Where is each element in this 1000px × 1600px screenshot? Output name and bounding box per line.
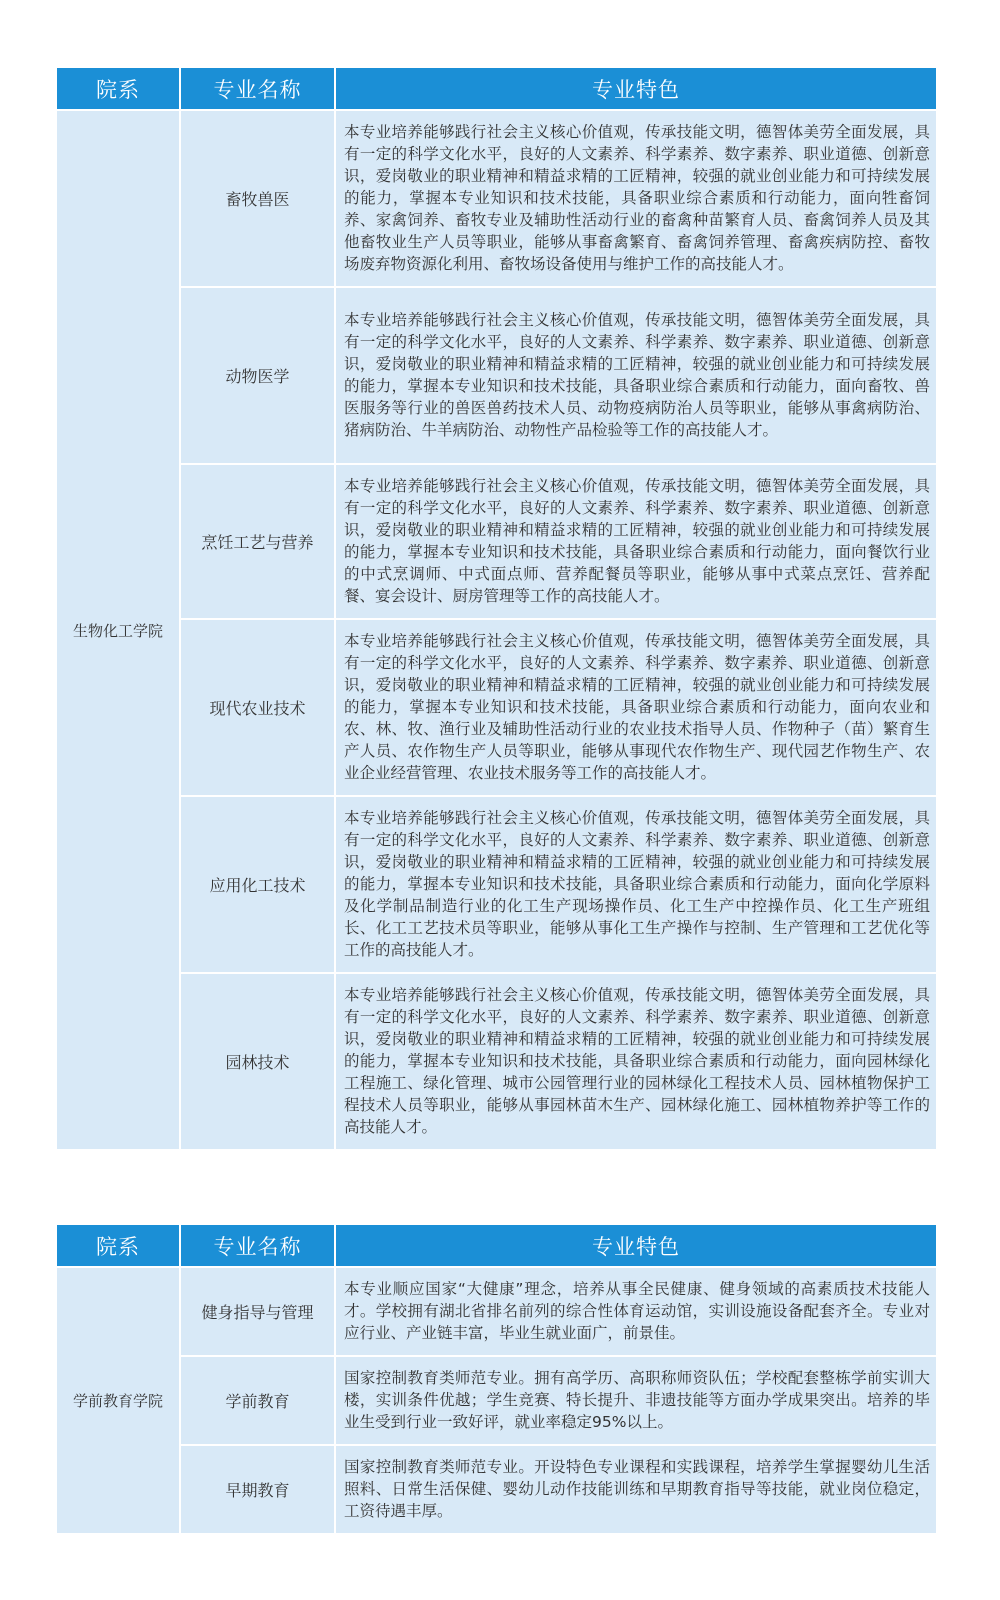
major-name-cell: 畜牧兽医 <box>181 109 336 286</box>
majors-table-biochem <box>57 68 936 1149</box>
major-name-cell: 应用化工技术 <box>181 795 336 972</box>
major-feature-cell: 本专业培养能够践行社会主义核心价值观，传承技能文明，德智体美劳全面发展，具有一定的科学文化水平，良好的人文素养、科学素养、数字素养、职业道德、创新意识，爱岗敬业的职业精神和精益求精的工匠精神，较强的就业创业能力和可持续发展的能力，掌握本专业知识和技术技能，具备职业综合素质和行动能力，面向园林绿化工程施工、绿化管理、城市公园管理行业的园林绿化工程技术人员、园林植物保护工程技术人员等职业，能够从事园林苗木生产、园林绿化施工、园林植物养护等工作的高技能人才。 <box>336 972 936 1149</box>
table-header-row <box>57 68 936 109</box>
major-feature-cell: 本专业培养能够践行社会主义核心价值观，传承技能文明，德智体美劳全面发展，具有一定的科学文化水平，良好的人文素养、科学素养、数字素养、职业道德、创新意识，爱岗敬业的职业精神和精益求精的工匠精神，较强的就业创业能力和可持续发展的能力，掌握本专业知识和技术技能，具备职业综合素质和行动能力，面向餐饮行业的中式烹调师、中式面点师、营养配餐员等职业，能够从事中式菜点烹饪、营养配餐、宴会设计、厨房管理等工作的高技能人才。 <box>336 463 936 618</box>
major-name-cell: 烹饪工艺与营养 <box>181 463 336 618</box>
major-name-cell: 现代农业技术 <box>181 618 336 795</box>
table-row <box>57 109 936 286</box>
major-feature-cell: 本专业培养能够践行社会主义核心价值观，传承技能文明，德智体美劳全面发展，具有一定的科学文化水平，良好的人文素养、科学素养、数字素养、职业道德、创新意识，爱岗敬业的职业精神和精益求精的工匠精神，较强的就业创业能力和可持续发展的能力，掌握本专业知识和技术技能，具备职业综合素质和行动能力，面向农业和农、林、牧、渔行业及辅助性活动行业的农业技术指导人员、作物种子（苗）繁育生产人员、农作物生产人员等职业，能够从事现代农作物生产、现代园艺作物生产、农业企业经营管理、农业技术服务等工作的高技能人才。 <box>336 618 936 795</box>
major-name-cell: 学前教育 <box>181 1355 336 1444</box>
majors-table-preschool <box>57 1225 936 1533</box>
major-feature-cell: 本专业顺应国家“大健康”理念，培养从事全民健康、健身领域的高素质技术技能人才。学校拥有湖北省排名前列的综合性体育运动馆，实训设施设备配套齐全。专业对应行业、产业链丰富，毕业生就业面广，前景佳。 <box>336 1266 936 1355</box>
header-major-name: 专业名称 <box>181 68 336 109</box>
major-feature-cell: 国家控制教育类师范专业。拥有高学历、高职称师资队伍；学校配套整栋学前实训大楼，实训条件优越；学生竞赛、特长提升、非遗技能等方面办学成果突出。培养的毕业生受到行业一致好评，就业率稳定95%以上。 <box>336 1355 936 1444</box>
major-feature-cell: 本专业培养能够践行社会主义核心价值观，传承技能文明，德智体美劳全面发展，具有一定的科学文化水平，良好的人文素养、科学素养、数字素养、职业道德、创新意识，爱岗敬业的职业精神和精益求精的工匠精神，较强的就业创业能力和可持续发展的能力，掌握本专业知识和技术技能，具备职业综合素质和行动能力，面向牲畜饲养、家禽饲养、畜牧专业及辅助性活动行业的畜禽种苗繁育人员、畜禽饲养人员及其他畜牧业生产人员等职业，能够从事畜禽繁育、畜禽饲养管理、畜禽疾病防控、畜牧场废弃物资源化利用、畜牧场设备使用与维护工作的高技能人才。 <box>336 109 936 286</box>
table-row <box>57 795 936 972</box>
header-major-feature: 专业特色 <box>336 68 936 109</box>
header-department: 院系 <box>57 68 181 109</box>
table-row <box>57 1444 936 1533</box>
major-name-cell: 早期教育 <box>181 1444 336 1533</box>
major-name-cell: 园林技术 <box>181 972 336 1149</box>
major-feature-cell: 本专业培养能够践行社会主义核心价值观，传承技能文明，德智体美劳全面发展，具有一定的科学文化水平，良好的人文素养、科学素养、数字素养、职业道德、创新意识，爱岗敬业的职业精神和精益求精的工匠精神，较强的就业创业能力和可持续发展的能力，掌握本专业知识和技术技能，具备职业综合素质和行动能力，面向畜牧、兽医服务等行业的兽医兽药技术人员、动物疫病防治人员等职业，能够从事禽病防治、猪病防治、牛羊病防治、动物性产品检验等工作的高技能人才。 <box>336 286 936 463</box>
department-cell: 学前教育学院 <box>57 1266 181 1533</box>
header-major-name: 专业名称 <box>181 1225 336 1266</box>
header-department: 院系 <box>57 1225 181 1266</box>
major-name-cell: 动物医学 <box>181 286 336 463</box>
table-row <box>57 463 936 618</box>
table-row <box>57 286 936 463</box>
table-row <box>57 972 936 1149</box>
major-feature-cell: 国家控制教育类师范专业。开设特色专业课程和实践课程，培养学生掌握婴幼儿生活照料、日常生活保健、婴幼儿动作技能训练和早期教育指导等技能，就业岗位稳定，工资待遇丰厚。 <box>336 1444 936 1533</box>
department-cell: 生物化工学院 <box>57 109 181 1149</box>
table-header-row <box>57 1225 936 1266</box>
major-feature-cell: 本专业培养能够践行社会主义核心价值观，传承技能文明，德智体美劳全面发展，具有一定的科学文化水平，良好的人文素养、科学素养、数字素养、职业道德、创新意识，爱岗敬业的职业精神和精益求精的工匠精神，较强的就业创业能力和可持续发展的能力，掌握本专业知识和技术技能，具备职业综合素质和行动能力，面向化学原料及化学制品制造行业的化工生产现场操作员、化工生产中控操作员、化工生产班组长、化工工艺技术员等职业，能够从事化工生产操作与控制、生产管理和工艺优化等工作的高技能人才。 <box>336 795 936 972</box>
major-name-cell: 健身指导与管理 <box>181 1266 336 1355</box>
table-row <box>57 1355 936 1444</box>
header-major-feature: 专业特色 <box>336 1225 936 1266</box>
table-row <box>57 618 936 795</box>
table-row <box>57 1266 936 1355</box>
